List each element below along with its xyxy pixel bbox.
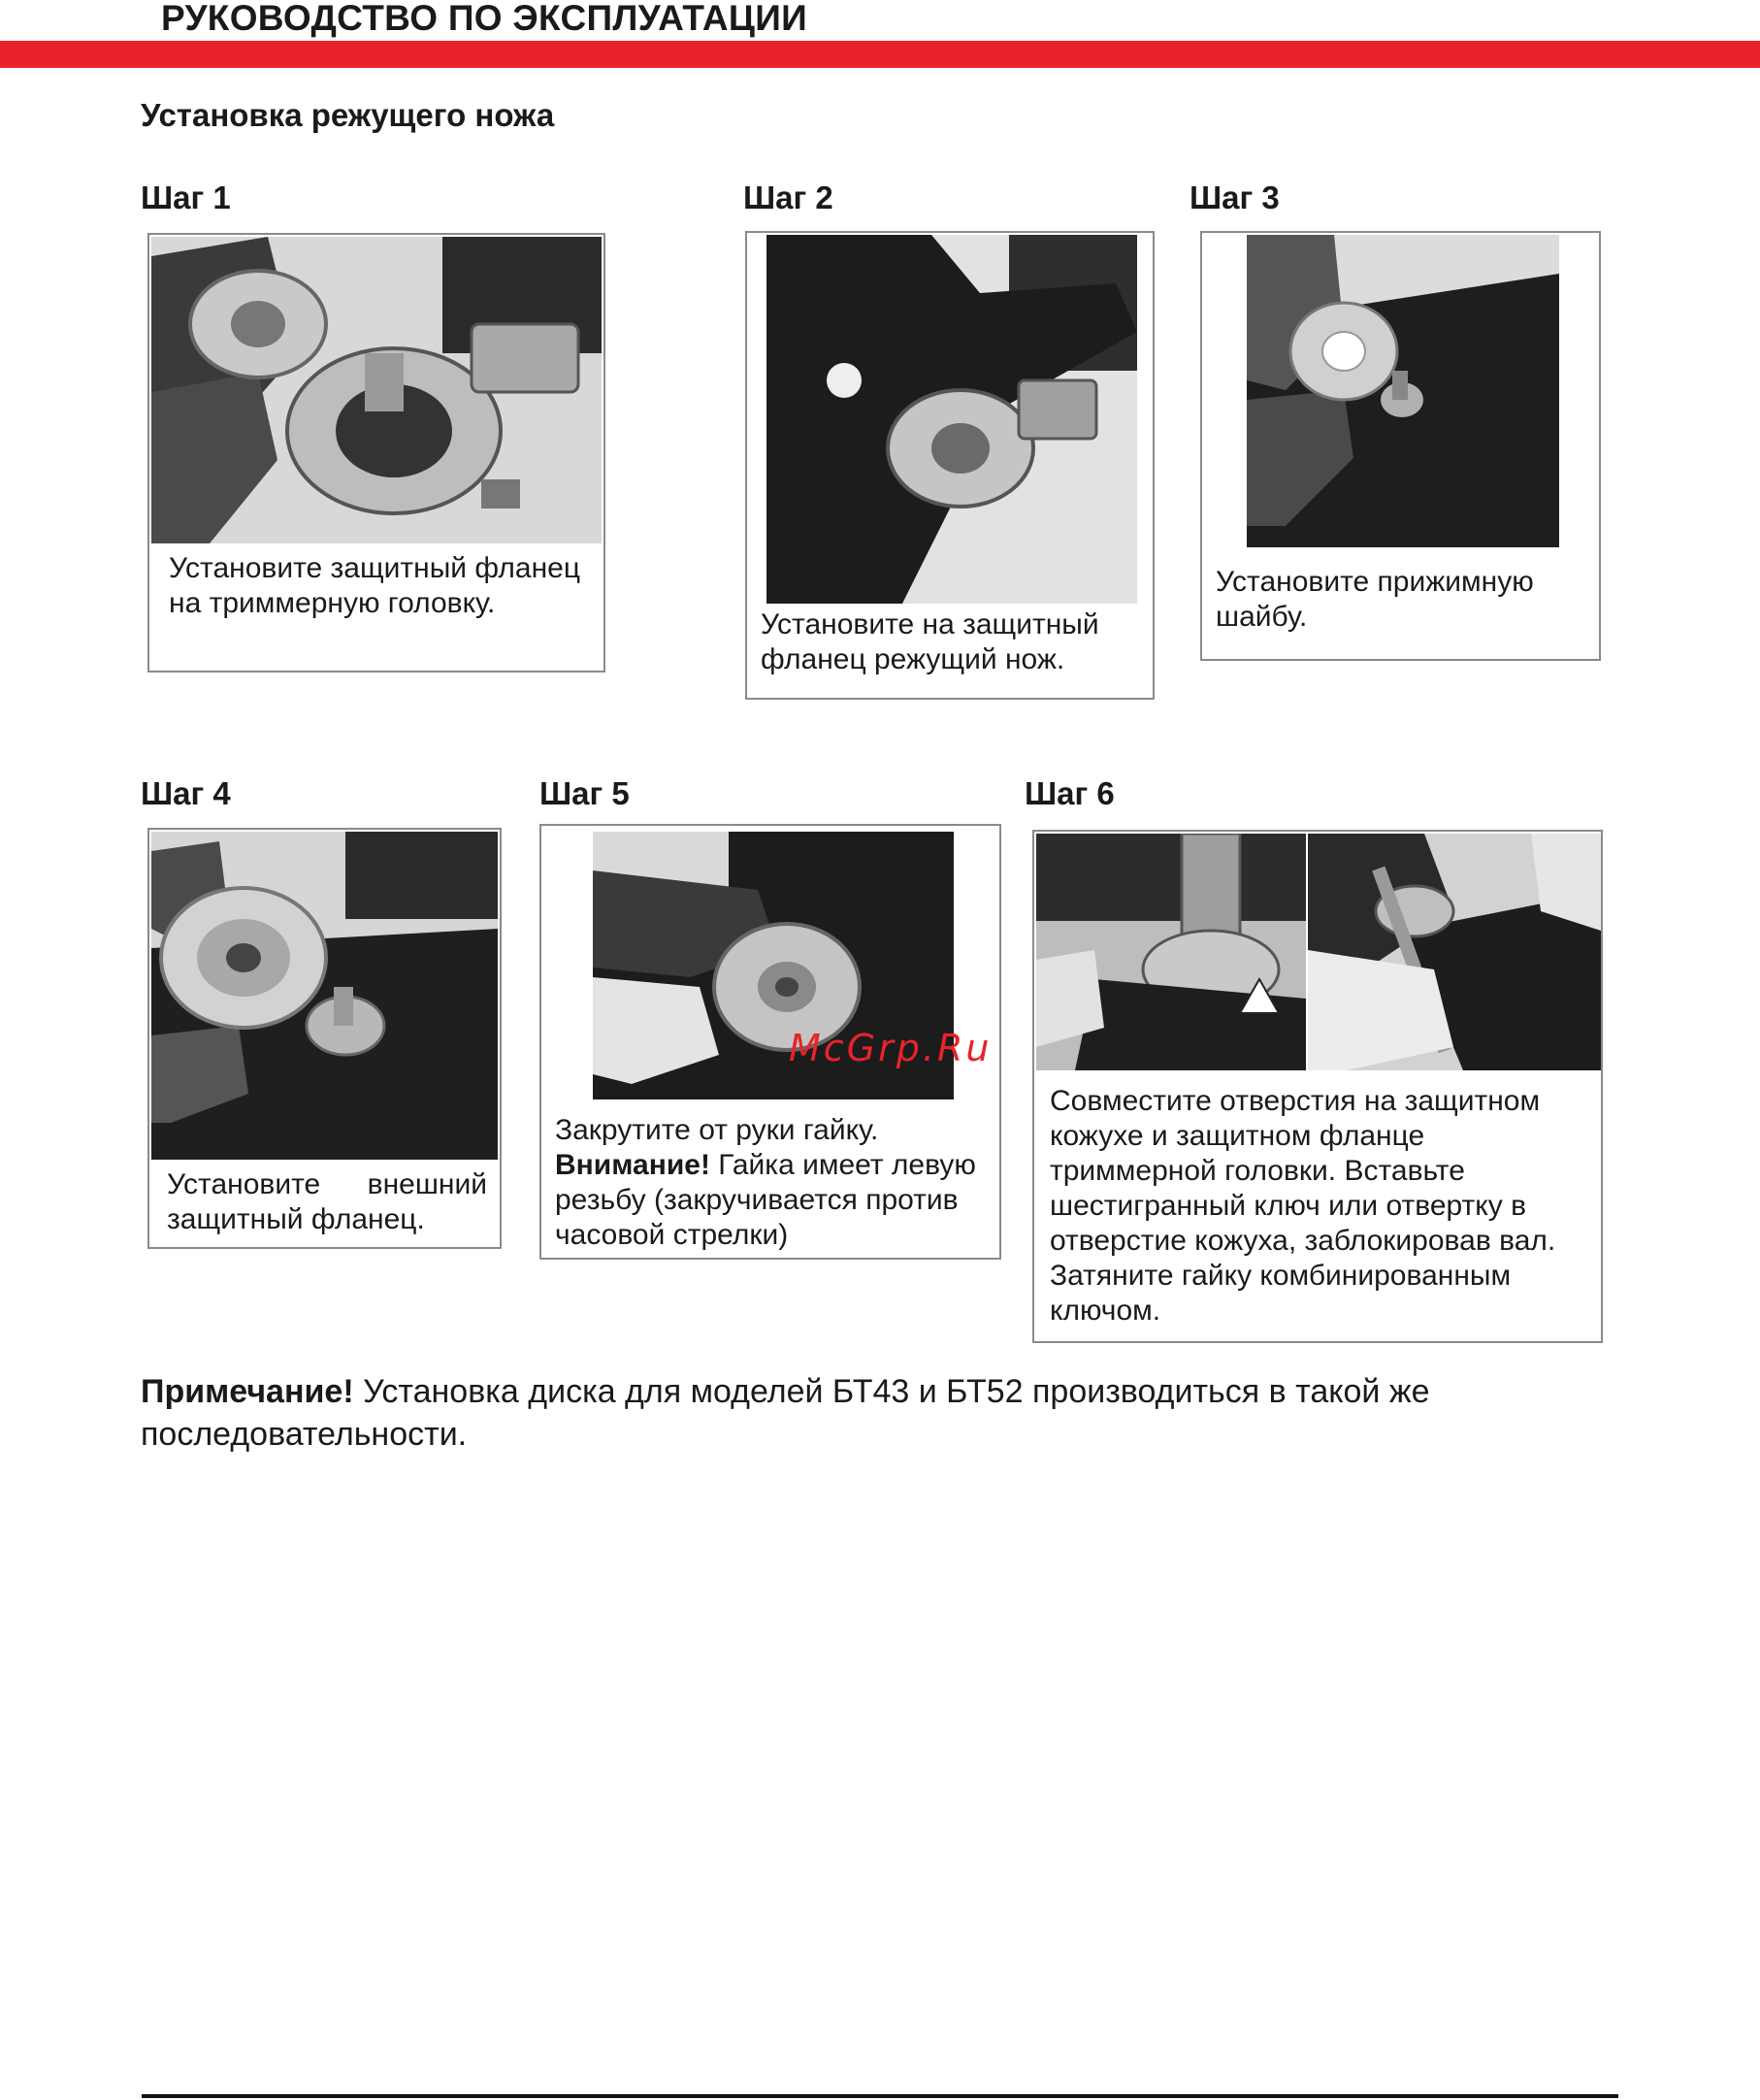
step-2-label: Шаг 2: [743, 180, 833, 215]
note-paragraph: [141, 1370, 1615, 1456]
step-6-photo-right: [1308, 834, 1601, 1070]
step-6-label: Шаг 6: [1025, 775, 1115, 811]
step-5-caption: [555, 1113, 997, 1253]
step-3-photo: [1247, 235, 1559, 547]
manual-header-title: РУКОВОДСТВО ПО ЭКСПЛУАТАЦИИ: [161, 0, 808, 38]
step-3-label: Шаг 3: [1190, 180, 1280, 215]
step-5-warning-label: Внимание!: [555, 1149, 710, 1181]
footer-divider: [142, 2094, 1618, 2098]
step-1-label: Шаг 1: [141, 180, 231, 215]
step-4-caption: Установите внешний защитный фланец.: [167, 1168, 487, 1235]
watermark: McGrp.Ru: [789, 1027, 993, 1069]
step-3-caption: Установите прижимную шайбу.: [1216, 566, 1534, 633]
note-label: Примечание!: [141, 1373, 354, 1410]
step-2-photo: [766, 235, 1137, 604]
step-4-photo: [151, 832, 498, 1160]
step-6-card: [1032, 830, 1603, 1343]
header-red-band: [0, 41, 1760, 68]
step-5-caption-line1: Закрутите от руки гайку.: [555, 1114, 879, 1146]
step-3-card: [1200, 231, 1601, 661]
note-text: Установка диска для моделей БТ43 и БТ52 производиться в такой же последовательности.: [141, 1373, 1430, 1453]
step-4-card: [147, 828, 502, 1249]
step-1-photo: [151, 237, 602, 543]
step-5-caption-rest: Гайка имеет левую резьбу (закручивается против часовой стрелки): [555, 1149, 976, 1251]
step-4-label: Шаг 4: [141, 775, 231, 811]
step-2-card: [745, 231, 1155, 700]
step-1-caption: Установите защитный фланец на триммерную головку.: [169, 552, 580, 619]
step-1-card: [147, 233, 605, 673]
step-6-photo-left: [1036, 834, 1306, 1070]
step-5-label: Шаг 5: [539, 775, 630, 811]
step-2-caption: Установите на защитный фланец режущий нож.: [761, 608, 1099, 675]
step-6-caption: Совместите отверстия на защитном кожухе и защитном фланце триммерной головки. Вставьте шестигранный ключ или отвертку в отверстие кожуха, заблокировав вал. Затяните гайку комбинированным ключом.: [1050, 1085, 1556, 1327]
section-title: Установка режущего ножа: [141, 97, 555, 133]
